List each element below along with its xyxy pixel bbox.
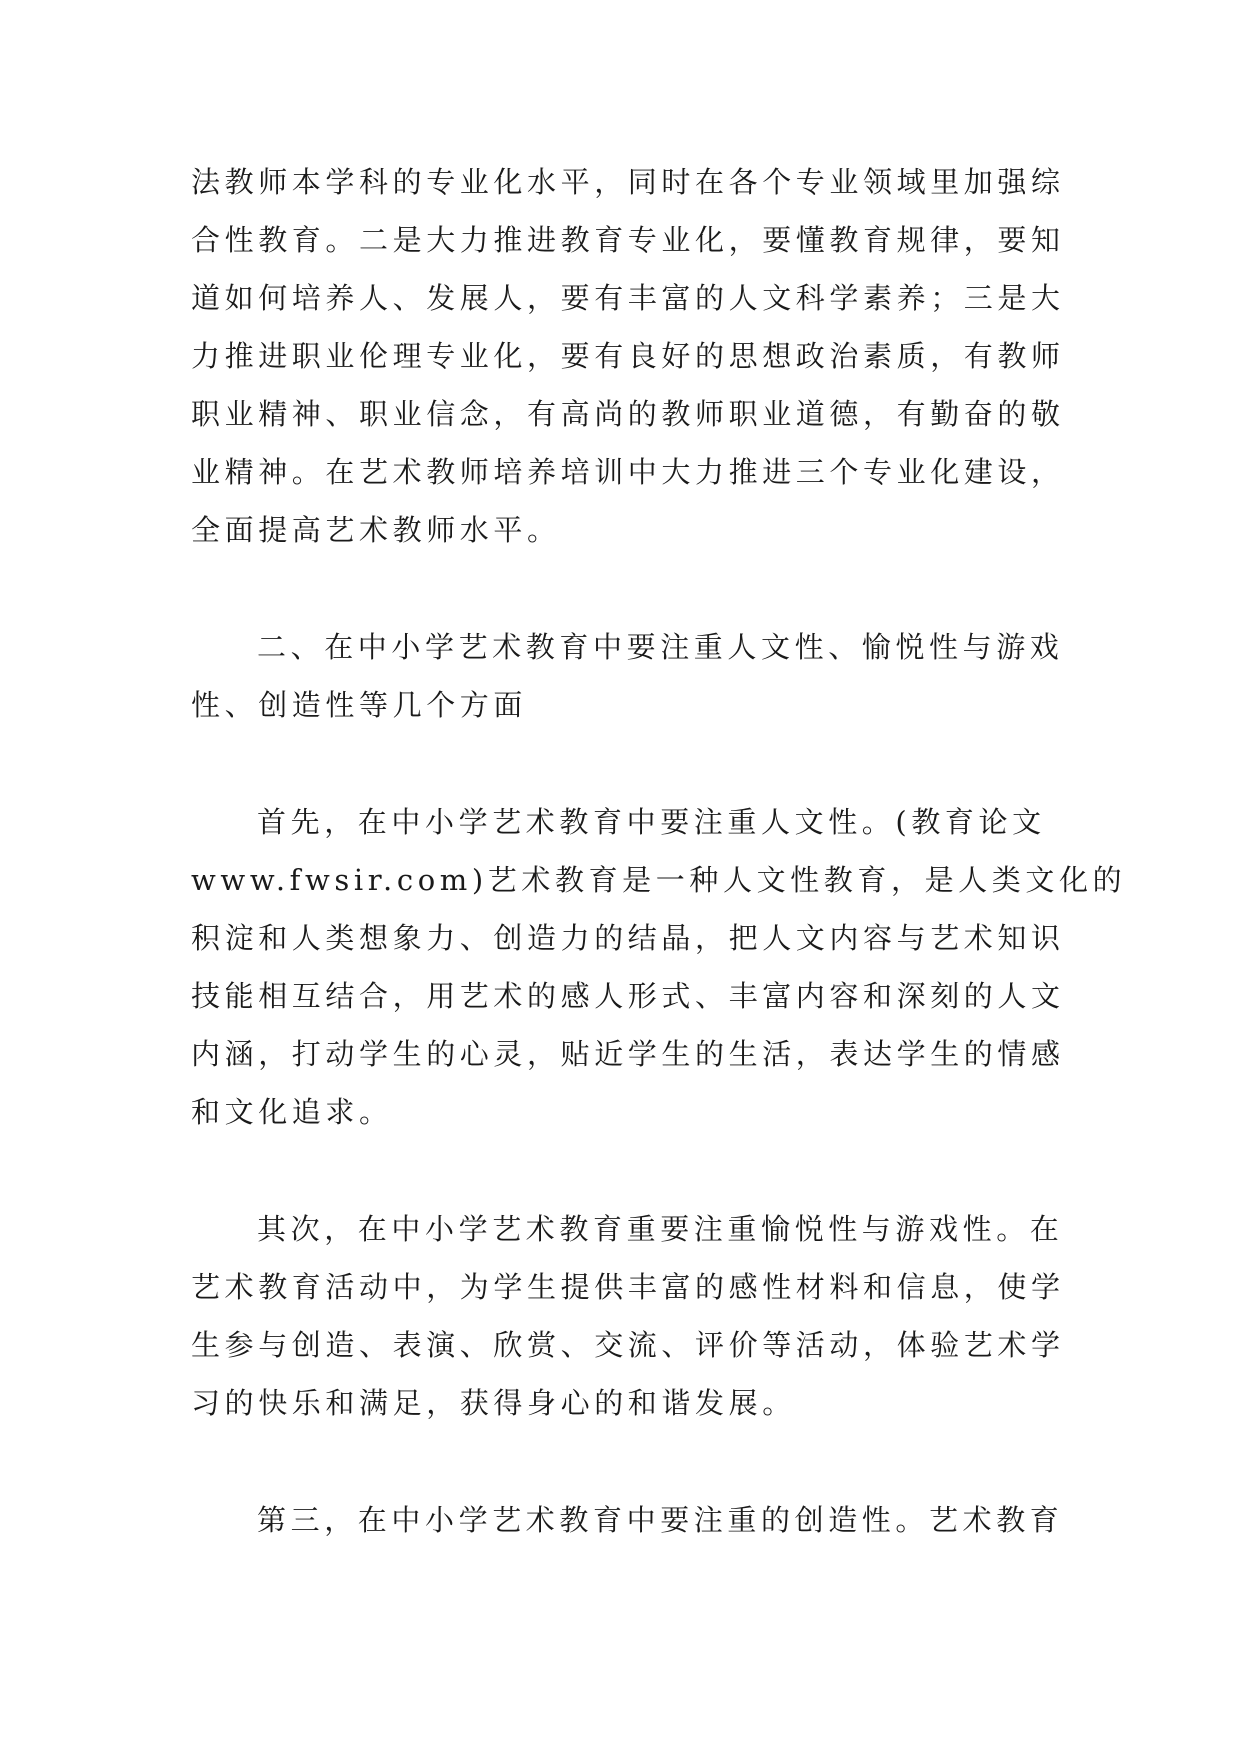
text-line: 职业精神、职业信念，有高尚的教师职业道德，有勤奋的敬 [191, 397, 1065, 431]
text-line: 全面提高艺术教师水平。 [191, 513, 561, 547]
text-line: 首先，在中小学艺术教育中要注重人文性。(教育论文 [257, 805, 1046, 839]
text-line: 生参与创造、表演、欣赏、交流、评价等活动，体验艺术学 [191, 1328, 1065, 1362]
section-heading-line: 性、创造性等几个方面 [191, 688, 528, 722]
text-line: 第三，在中小学艺术教育中要注重的创造性。艺术教育 [257, 1503, 1064, 1537]
text-line: 道如何培养人、发展人，要有丰富的人文科学素养；三是大 [191, 281, 1065, 315]
text-line: 法教师本学科的专业化水平，同时在各个专业领域里加强综 [191, 165, 1065, 199]
text-line: 其次，在中小学艺术教育重要注重愉悦性与游戏性。在 [257, 1212, 1064, 1246]
text-line: 习的快乐和满足，获得身心的和谐发展。 [191, 1386, 796, 1420]
text-line: 积淀和人类想象力、创造力的结晶，把人文内容与艺术知识 [191, 921, 1065, 955]
text-line: 力推进职业伦理专业化，要有良好的思想政治素质，有教师 [191, 339, 1065, 373]
text-line: www.fwsir.com)艺术教育是一种人文性教育，是人类文化的 [191, 863, 1127, 897]
text-line: 艺术教育活动中，为学生提供丰富的感性材料和信息，使学 [191, 1270, 1065, 1304]
text-line: 合性教育。二是大力推进教育专业化，要懂教育规律，要知 [191, 223, 1065, 257]
text-line: 内涵，打动学生的心灵，贴近学生的生活，表达学生的情感 [191, 1037, 1065, 1071]
text-line: 和文化追求。 [191, 1095, 393, 1129]
text-line: 技能相互结合，用艺术的感人形式、丰富内容和深刻的人文 [191, 979, 1065, 1013]
text-line: 业精神。在艺术教师培养培训中大力推进三个专业化建设， [191, 455, 1065, 489]
section-heading-line: 二、在中小学艺术教育中要注重人文性、愉悦性与游戏 [257, 630, 1064, 664]
